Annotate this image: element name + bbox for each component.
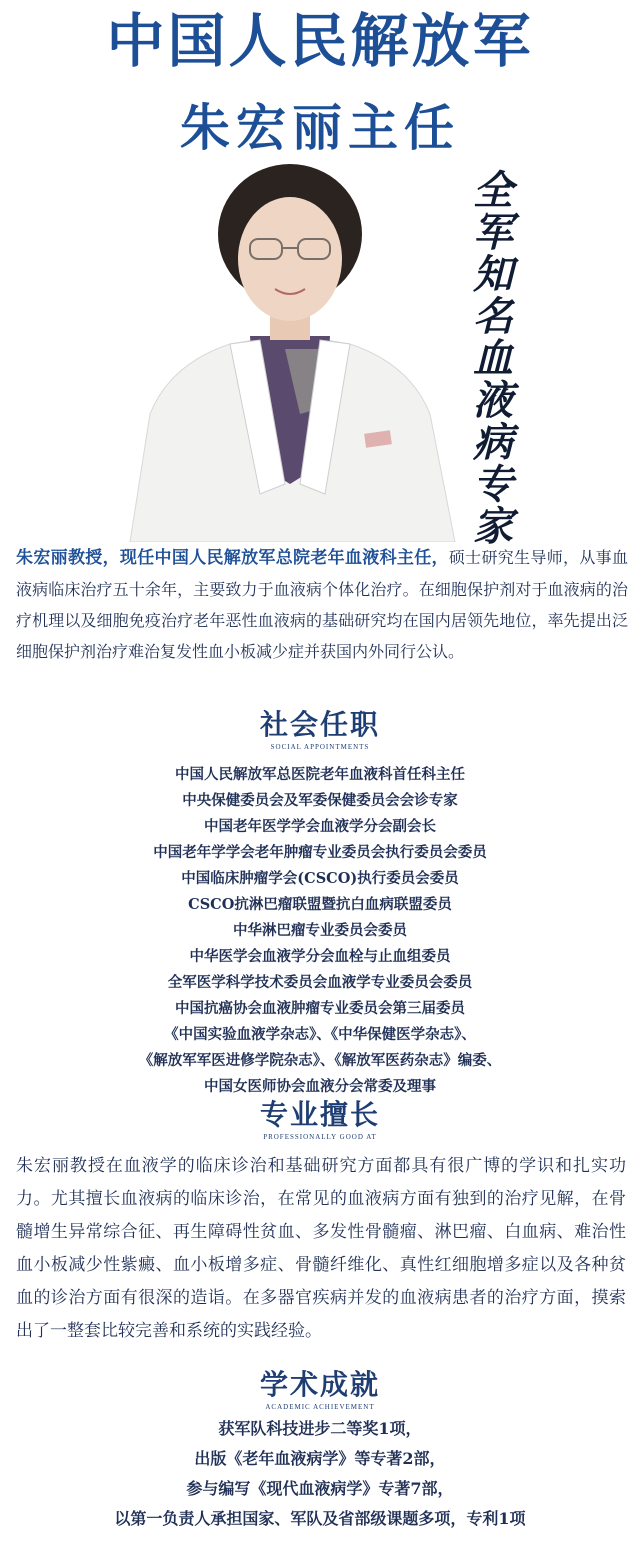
list-item: 中国老年医学学会血液学分会副会长	[204, 818, 436, 835]
list-item: 中国人民解放军总医院老年血液科首任科主任	[175, 766, 465, 783]
caption-char: 专	[473, 462, 513, 508]
list-item: 中央保健委员会及军委保健委员会会诊专家	[182, 792, 458, 809]
appointments-heading	[0, 708, 640, 752]
intro-lead: 朱宏丽教授，现任中国人民解放军总院老年血液科主任，	[16, 548, 449, 568]
list-item: 中华医学会血液学分会血栓与止血组委员	[189, 948, 451, 965]
caption-char: 名	[473, 294, 513, 340]
doctor-portrait	[110, 164, 470, 542]
intro-body: 硕士研究生导师，从事血液病临床治疗五十余年，主要致力于血液病个体化治疗。在细胞保护剂对于血液病的治疗机理以及细胞免疫治疗老年恶性血液病的基础研究均在国内居领先地位，率先提出泛细胞保护剂治疗难治复发性血小板减少症并获国内外同行公认。	[16, 548, 628, 661]
list-item: 获军队科技进步二等奖1项，	[218, 1419, 422, 1438]
list-item: 中国女医师协会血液分会常委及理事	[204, 1078, 436, 1095]
expertise-heading-en: PROFESSIONALLY GOOD AT	[263, 1133, 377, 1141]
page-title: 中国人民解放军	[106, 7, 534, 75]
achievements-heading	[0, 1368, 640, 1412]
list-item: 中国老年学学会老年肿瘤专业委员会执行委员会委员	[153, 844, 487, 861]
caption-char: 液	[473, 378, 513, 424]
appointments-heading-en: SOCIAL APPOINTMENTS	[270, 743, 370, 751]
expertise-paragraph: 朱宏丽教授在血液学的临床诊治和基础研究方面都具有很广博的学识和扎实功力。尤其擅长血液病的临床诊治，在常见的血液病方面有独到的治疗见解，在骨髓增生异常综合征、再生障碍性贫血、多发性骨髓瘤、淋巴瘤、白血病、难治性血小板减少性紫癜、血小板增多症、骨髓纤维化、真性红细胞增多症以及各种贫血的诊治方面有很深的造诣。在多器官疾病并发的血液病患者的治疗方面，摸索出了一整套比较完善和系统的实践经验。	[16, 1156, 626, 1341]
caption-char: 家	[473, 504, 513, 550]
list-item: 中国抗癌协会血液肿瘤专业委员会第三届委员	[175, 1000, 465, 1017]
expertise-heading-cn: 专业擅长	[259, 1098, 380, 1131]
list-item: 出版《老年血液病学》等专著2部，	[194, 1449, 446, 1468]
achievements-heading-cn: 学术成就	[259, 1368, 380, 1401]
intro-paragraph	[16, 542, 628, 667]
list-item: 以第一负责人承担国家、军队及省部级课题多项，专利1项	[114, 1509, 526, 1528]
page-subtitle: 朱宏丽主任	[180, 99, 460, 157]
caption-char: 知	[473, 252, 513, 298]
achievements-list	[0, 1414, 640, 1534]
achievements-heading-en: ACADEMIC ACHIEVEMENT	[265, 1403, 375, 1411]
caption-char: 病	[473, 420, 513, 466]
expertise-heading	[0, 1098, 640, 1142]
caption-char: 全	[473, 168, 513, 214]
caption-char: 血	[473, 336, 513, 382]
appointments-heading-cn: 社会任职	[259, 708, 380, 741]
caption-char: 军	[473, 210, 513, 256]
appointments-list	[0, 762, 640, 1100]
list-item: 参与编写《现代血液病学》专著7部，	[186, 1479, 454, 1498]
list-item: 中国临床肿瘤学会(CSCO)执行委员会委员	[181, 870, 459, 887]
portrait-vertical-caption	[470, 170, 516, 548]
list-item: CSCO抗淋巴瘤联盟暨抗白血病联盟委员	[188, 896, 452, 913]
list-item: 《中国实验血液学杂志》、《中华保健医学杂志》、	[164, 1026, 476, 1043]
list-item: 全军医学科学技术委员会血液学专业委员会委员	[167, 974, 473, 991]
list-item: 《解放军军医进修学院杂志》、《解放军医药杂志》编委、	[138, 1052, 502, 1069]
list-item: 中华淋巴瘤专业委员会委员	[233, 922, 407, 939]
